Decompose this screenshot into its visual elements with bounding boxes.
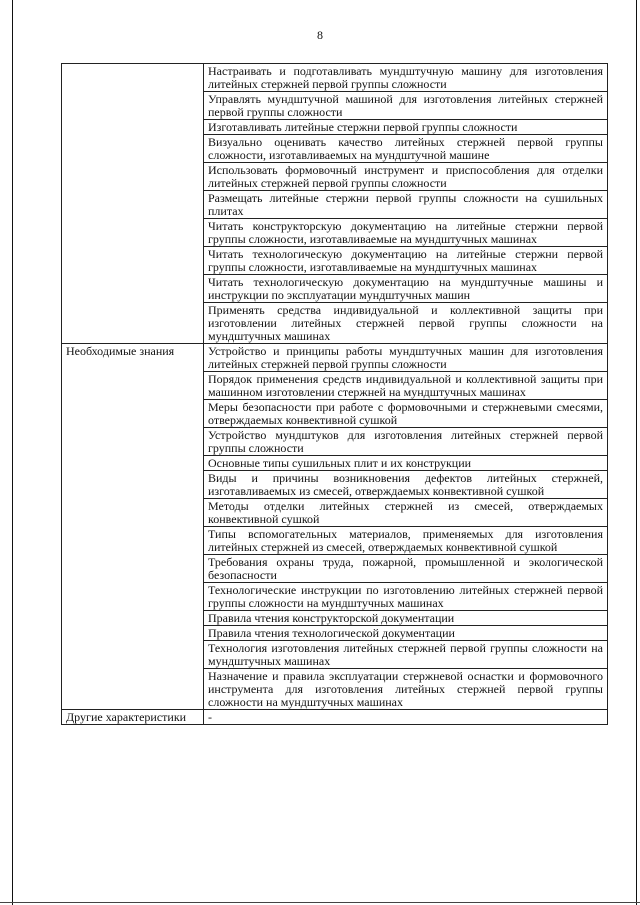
row-text-cell: Устройство мундштуков для изготовления литейных стержней первой группы сложности: [204, 428, 608, 456]
row-text-cell: Технология изготовления литейных стержней первой группы сложности на мундштучных машинах: [204, 641, 608, 669]
scan-edge-bottom: [0, 902, 640, 903]
row-text-cell: Визуально оценивать качество литейных стержней первой группы сложности, изготавливаемых на мундштучной машине: [204, 135, 608, 163]
row-text-cell: Правила чтения технологической документации: [204, 626, 608, 641]
table-body: [62, 64, 608, 725]
row-text-cell: Читать технологическую документацию на литейные стержни первой группы сложности, изготавливаемые на мундштучных машинах: [204, 247, 608, 275]
row-text-cell: Управлять мундштучной машиной для изготовления литейных стержней первой группы сложности: [204, 92, 608, 120]
row-text-cell: Порядок применения средств индивидуальной и коллективной защиты при машинном изготовлении стержней на мундштучных машинах: [204, 372, 608, 400]
row-text-cell: Использовать формовочный инструмент и приспособления для отделки литейных стержней первой группы сложности: [204, 163, 608, 191]
table-row: [62, 64, 608, 92]
row-text-cell: Изготавливать литейные стержни первой группы сложности: [204, 120, 608, 135]
row-text-cell: Технологические инструкции по изготовлению литейных стержней первой группы сложности на мундштучных машинах: [204, 583, 608, 611]
row-text-cell: Виды и причины возникновения дефектов литейных стержней, изготавливаемых из смесей, отверждаемых конвективной сушкой: [204, 471, 608, 499]
row-text-cell: Назначение и правила эксплуатации стержневой оснастки и формовочного инструмента для изготовления литейных стержней первой группы сложности на мундштучных машинах: [204, 669, 608, 710]
row-category-cell: [62, 64, 204, 344]
page-number: 8: [317, 28, 323, 42]
row-text-cell: -: [204, 710, 608, 725]
row-text-cell: Применять средства индивидуальной и коллективной защиты при изготовлении литейных стержней первой группы сложности на мундштучных машинах: [204, 303, 608, 344]
row-text-cell: Устройство и принципы работы мундштучных машин для изготовления литейных стержней первой группы сложности: [204, 344, 608, 372]
row-text-cell: Правила чтения конструкторской документации: [204, 611, 608, 626]
row-text-cell: Требования охраны труда, пожарной, промышленной и экологической безопасности: [204, 555, 608, 583]
row-text-cell: Читать технологическую документацию на мундштучные машины и инструкции по эксплуатации мундштучных машин: [204, 275, 608, 303]
row-text-cell: Размещать литейные стержни первой группы сложности на сушильных плитах: [204, 191, 608, 219]
table-row: [62, 710, 608, 725]
scan-edge-left: [12, 0, 13, 905]
scan-edge-right: [636, 0, 637, 905]
row-text-cell: Меры безопасности при работе с формовочными и стержневыми смесями, отверждаемых конвективной сушкой: [204, 400, 608, 428]
row-category-cell: Другие характеристики: [62, 710, 204, 725]
requirements-table: [61, 63, 608, 725]
row-text-cell: Типы вспомогательных материалов, применяемых для изготовления литейных стержней из смесей, отверждаемых конвективной сушкой: [204, 527, 608, 555]
row-text-cell: Методы отделки литейных стержней из смесей, отверждаемых конвективной сушкой: [204, 499, 608, 527]
row-text-cell: Основные типы сушильных плит и их конструкции: [204, 456, 608, 471]
row-text-cell: Настраивать и подготавливать мундштучную машину для изготовления литейных стержней первой группы сложности: [204, 64, 608, 92]
table-row: [62, 344, 608, 372]
row-text-cell: Читать конструкторскую документацию на литейные стержни первой группы сложности, изготавливаемые на мундштучных машинах: [204, 219, 608, 247]
row-category-cell: Необходимые знания: [62, 344, 204, 710]
